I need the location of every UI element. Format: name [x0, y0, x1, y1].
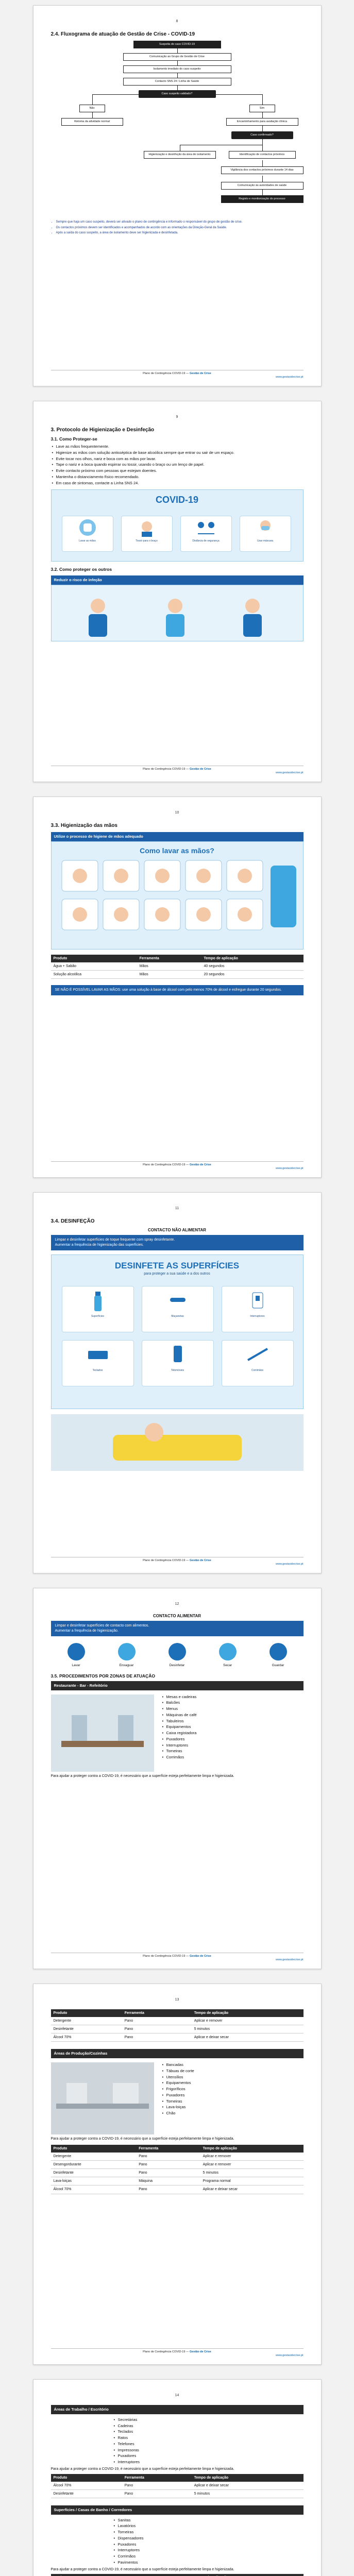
table-header: Produto: [51, 2009, 122, 2017]
kitchen-photo-icon: [51, 2062, 154, 2134]
poster-tile: Superfícies: [62, 1286, 134, 1332]
blue-bar: Utilize o processo de higiene de mãos adequado: [51, 832, 304, 841]
sub-title: 3.5. PROCEDIMENTOS POR ZONAS DE ATUAÇÃO: [50, 1673, 155, 1679]
flowchart: [51, 41, 304, 216]
poster-tile: Lavar as mãos: [62, 516, 113, 552]
zone-list: [161, 1694, 304, 1772]
zone-bar: Superfícies / Casas de Banho / Corredores: [51, 2505, 304, 2515]
page-number: 14: [175, 2394, 179, 2397]
restaurant-photo: [51, 1694, 154, 1772]
table-row: Desinfetante Pano 5 minutos: [51, 2025, 304, 2033]
zone-content: [51, 2062, 304, 2134]
flow-box: Comunicação às autoridades de saúde: [221, 182, 304, 190]
list-item: • Torneiras: [161, 2099, 304, 2104]
distance-icon: [196, 517, 216, 538]
list-item: • Dispensadores: [113, 2536, 304, 2541]
footer-site-link[interactable]: www.gestaodecrise.pt: [276, 2354, 304, 2358]
flow-decision: Caso confirmado?: [231, 131, 293, 139]
door-handle-icon: [165, 1287, 191, 1313]
zone-list: [113, 2518, 304, 2565]
note: Para ajudar a proteger contra a COVID-19, é necessário que a superfície esteja perfeitamente limpa e higienizada.: [50, 2137, 234, 2141]
list-item: • Teclados: [113, 2429, 304, 2434]
flow-box-start: Suspeita de caso COVID-19: [133, 41, 221, 48]
keyboard-icon: [85, 1342, 111, 1367]
covid-poster: [51, 489, 304, 562]
list-item: • Tabuleiros: [161, 1719, 304, 1724]
store-icon: [268, 1641, 289, 1662]
zone-list: [113, 2417, 304, 2465]
table-header: Ferramenta: [137, 955, 201, 962]
rinse-icon: [116, 1641, 137, 1662]
list-item: • Tape o nariz e a boca quando espirrar ou tossir, usando o braço ou um lenço de papel.: [51, 462, 304, 467]
list-item: • Caixa registadora: [161, 1731, 304, 1736]
list-item: • Interruptores: [161, 1743, 304, 1748]
flow-box: Identificação de contactos próximos: [229, 151, 296, 159]
footer-site-link[interactable]: www.gestaodecrise.pt: [276, 376, 304, 379]
center-caption: CONTACTO NÃO ALIMENTAR: [147, 1228, 207, 1233]
step-item: Guardar: [258, 1641, 299, 1668]
phone-icon: [165, 1342, 191, 1367]
flow-box: Comunicação ao Grupo de Gestão de Crise: [123, 53, 231, 61]
handwash-steps-icon: [52, 855, 304, 943]
poster-tile: Usar máscara: [240, 516, 291, 552]
page-footer: Plano de Contingência COVID-19 — Gestão de Crise www.gestaodecrise.pt: [51, 1161, 304, 1171]
note: Para ajudar a proteger contra a COVID-19, é necessário que a superfície esteja perfeitamente limpa e higienizada.: [50, 1774, 234, 1778]
page-10: [33, 796, 322, 1178]
cleaning-photo-icon: [51, 1414, 304, 1471]
flow-box: Vigilância dos contactos próximos durante 14 dias: [221, 166, 304, 174]
poster-tile: Tossir para o braço: [121, 516, 173, 552]
page-number: 13: [175, 1998, 179, 2002]
poster-tile: Distância de segurança: [180, 516, 232, 552]
list-item: • Mantenha o distanciamento físico recomendado.: [51, 474, 304, 480]
flow-note: • Após a saída do caso suspeito, a área de isolamento deve ser higienizada e desinfetada.: [56, 231, 304, 235]
table-row: Álcool 70% Pano Aplicar e deixar secar: [51, 2033, 304, 2042]
list-item: • Em caso de sintomas, contacte a Linha SNS 24.: [51, 481, 304, 486]
poster-tile: Teclados: [62, 1340, 134, 1386]
list-item: • Puxadores: [113, 2453, 304, 2459]
list-item: • Puxadores: [161, 2093, 304, 2098]
footer-site-link[interactable]: www.gestaodecrise.pt: [276, 771, 304, 775]
page-9: [33, 401, 322, 782]
table-header: Ferramenta: [136, 2145, 200, 2153]
list-item: • Interruptores: [113, 2460, 304, 2465]
list-item: • Tábuas de corte: [161, 2069, 304, 2074]
list-item: • Lave as mãos frequentemente.: [51, 444, 304, 449]
list-item: • Puxadores: [113, 2542, 304, 2547]
flow-box: Retoma da atividade normal: [61, 118, 123, 126]
list-item: • Torneiras: [161, 1749, 304, 1754]
mask-icon: [255, 517, 276, 538]
table-header: Ferramenta: [122, 2474, 192, 2482]
instruction-box: Limpar e desinfetar superfícies de toque frequente com spray desinfetante. Aumentar a frequência de higienização das superfícies.: [51, 1235, 304, 1250]
page-footer: Plano de Contingência COVID-19 — Gestão de Crise www.gestaodecrise.pt: [51, 766, 304, 775]
page-12: [33, 1588, 322, 1969]
step-item: Lavar: [56, 1641, 97, 1668]
poster-title: COVID-19: [155, 495, 199, 505]
flow-note: • Sempre que haja um caso suspeito, deverá ser ativado o plano de contingência e informado o responsável do grupo de gestão de crise.: [56, 220, 304, 225]
page-14: [33, 2379, 322, 2576]
handrail-icon: [245, 1342, 271, 1367]
step-item: Secar: [207, 1641, 248, 1668]
section-title: 2.4. Fluxograma de atuação de Gestão de Crise - COVID-19: [50, 31, 195, 38]
protection-list: [51, 444, 304, 485]
list-item: • Corrimãos: [113, 2554, 304, 2559]
list-item: • Interruptores: [113, 2548, 304, 2553]
footer-site-link[interactable]: www.gestaodecrise.pt: [276, 1563, 304, 1566]
page-13: [33, 1984, 322, 2365]
list-item: • Frigoríficos: [161, 2087, 304, 2092]
sub-title: 3.2. Como proteger os outros: [50, 567, 112, 572]
list-item: • Sanitas: [113, 2518, 304, 2523]
table-row: Álcool 70% Pano Aplicar e deixar secar: [51, 2185, 304, 2194]
people-illustration-icon: [52, 585, 304, 641]
list-item: • Mesas e cadeiras: [161, 1694, 304, 1700]
list-item: • Evite tocar nos olhos, nariz e boca com as mãos por lavar.: [51, 456, 304, 462]
page-number: 11: [175, 1207, 179, 1210]
list-item: • Higienize as mãos com solução antisséptica de base alcoólica sempre que entrar ou sair de um espaço.: [51, 450, 304, 455]
table-header: Tempo de aplicação: [200, 2145, 304, 2153]
flow-yes: Sim: [249, 105, 275, 112]
list-item: • Balcões: [161, 1700, 304, 1705]
page-footer: Plano de Contingência COVID-19 — Gestão de Crise www.gestaodecrise.pt: [51, 1953, 304, 1962]
center-caption: CONTACTO ALIMENTAR: [153, 1614, 201, 1619]
list-item: • Máquinas de café: [161, 1713, 304, 1718]
list-item: • Puxadores: [161, 1737, 304, 1742]
list-item: • Menus: [161, 1706, 304, 1711]
hygiene-illustration: [51, 585, 304, 641]
list-item: • Corrimãos: [161, 1755, 304, 1760]
table-row: Desinfetante Pano 5 minutos: [51, 2489, 304, 2498]
flow-box: Encaminhamento para avaliação clínica: [226, 118, 298, 126]
disinfect-poster: [51, 1255, 304, 1409]
poster-tile: Maçanetas: [142, 1286, 214, 1332]
flow-box: Higienização e desinfeção da área de isolamento: [144, 151, 216, 159]
page-number: 12: [175, 1602, 179, 1606]
list-item: • Torneiras: [113, 2530, 304, 2535]
zone-list: [161, 2062, 304, 2134]
zone-bar: Áreas de Produção/Cozinhas: [51, 2049, 304, 2058]
note: Para ajudar a proteger contra a COVID-19, é necessário que a superfície esteja perfeitamente limpa e higienizada.: [50, 2467, 234, 2471]
blue-bar: Reduzir o risco de infeção: [51, 575, 304, 585]
section-title: 3. Protocolo de Higienização e Desinfeção: [50, 427, 155, 433]
table-header: Ferramenta: [122, 2009, 192, 2017]
table-row: Solução alcoólica Mãos 20 segundos: [51, 971, 304, 979]
page-number: 9: [176, 415, 178, 419]
table-row: Detergente Pano Aplicar e remover: [51, 2153, 304, 2161]
table-header: Tempo de aplicação: [192, 2009, 304, 2017]
section-title: 3.4. DESINFEÇÃO: [50, 1218, 95, 1225]
sub-title: 3.1. Como Proteger-se: [50, 436, 97, 442]
zone-bar: Restaurante - Bar - Refeitório: [51, 1681, 304, 1690]
list-item: • Pavimentos: [113, 2560, 304, 2565]
table-header: Tempo de aplicação: [201, 955, 303, 962]
list-item: • Utensílios: [161, 2075, 304, 2080]
footer-site-link[interactable]: www.gestaodecrise.pt: [276, 1958, 304, 1962]
footer-site-link[interactable]: www.gestaodecrise.pt: [276, 1167, 304, 1171]
list-item: • Equipamentos: [161, 1724, 304, 1730]
table-row: Detergente Pano Aplicar e remover: [51, 2017, 304, 2025]
table-header: Produto: [51, 2145, 137, 2153]
page-number: 10: [175, 811, 179, 815]
page-footer: Plano de Contingência COVID-19 — Gestão de Crise www.gestaodecrise.pt: [51, 2348, 304, 2358]
poster-title: Como lavar as mãos?: [140, 846, 214, 855]
page-8: [33, 5, 322, 386]
list-item: • Telefones: [113, 2442, 304, 2447]
list-item: • Secretárias: [113, 2417, 304, 2422]
list-item: • Cadeiras: [113, 2424, 304, 2429]
poster-tile: Telemóveis: [142, 1340, 214, 1386]
bathroom-table: [51, 2574, 304, 2576]
hands-icon: [77, 517, 98, 538]
flow-notes: [51, 220, 304, 235]
poster-tile: Corrimãos: [222, 1340, 294, 1386]
list-item: • Equipamentos: [161, 2080, 304, 2086]
page-footer: Plano de Contingência COVID-19 — Gestão de Crise www.gestaodecrise.pt: [51, 1557, 304, 1567]
flow-no: Não: [79, 105, 105, 112]
cleaning-photo: [51, 1414, 304, 1471]
table-header: Produto: [51, 2474, 122, 2482]
disinfect-icon: [167, 1641, 188, 1662]
page-number: 8: [176, 20, 178, 23]
list-item: • Lavatórios: [113, 2523, 304, 2529]
list-item: • Bancadas: [161, 2062, 304, 2067]
table-row: Água + Sabão Mãos 40 segundos: [51, 962, 304, 971]
poster-tile: Interruptores: [222, 1286, 294, 1332]
dry-icon: [217, 1641, 238, 1662]
table-header: Produto: [51, 955, 137, 962]
table-header: [192, 2574, 304, 2576]
list-item: • Chão: [161, 2111, 304, 2116]
table-header: [51, 2574, 122, 2576]
poster-title: DESINFETE AS SUPERFÍCIES: [114, 1261, 240, 1271]
flow-note: • Os contactos próximos devem ser identificados e acompanhados de acordo com as orientações da Direção-Geral da Saúde.: [56, 226, 304, 230]
poster-subtitle: para proteger a sua saúde e a dos outros: [144, 1272, 210, 1276]
table-header: Tempo de aplicação: [192, 2474, 304, 2482]
list-item: • Impressoras: [113, 2448, 304, 2453]
note: Para ajudar a proteger contra a COVID-19, é necessário que a superfície esteja perfeitamente limpa e higienizada.: [50, 2567, 234, 2571]
flow-decision: Caso suspeito validado?: [139, 90, 216, 98]
food-contact-steps: [51, 1641, 304, 1668]
step-item: Desinfetar: [157, 1641, 198, 1668]
table-row: Lava-loiças Máquina Programa normal: [51, 2177, 304, 2185]
cough-icon: [137, 517, 157, 538]
kitchen-photo: [51, 2062, 154, 2134]
zone-bar: Áreas de Trabalho / Escritório: [51, 2405, 304, 2414]
table-row: Desinfetante Pano 5 minutos: [51, 2169, 304, 2177]
table-row: Desengordurante Pano Aplicar e remover: [51, 2161, 304, 2169]
hand-hygiene-table: [51, 955, 304, 979]
wash-icon: [66, 1641, 87, 1662]
restaurant-table: [51, 2009, 304, 2042]
flow-box: Isolamento imediato do caso suspeito: [123, 65, 231, 73]
handwash-poster: [51, 841, 304, 950]
zone-content: [51, 1694, 304, 1772]
list-item: • Lava-loiças: [161, 2105, 304, 2110]
flow-box-end: Registo e monitorização do processo: [221, 195, 304, 203]
office-table: [51, 2474, 304, 2498]
step-item: Enxaguar: [106, 1641, 147, 1668]
list-item: • Ratos: [113, 2435, 304, 2441]
no-water-note: SE NÃO É POSSÍVEL LAVAR AS MÃOS: use uma solução à base de álcool com pelo menos 70% de álcool e esfregue durante 20 segundos.: [51, 985, 304, 995]
spray-icon: [85, 1287, 111, 1313]
section-title: 3.3. Higienização das mãos: [50, 823, 117, 829]
flow-box: Contacto SNS 24 / Linha de Saúde: [123, 78, 231, 86]
page-footer: Plano de Contingência COVID-19 — Gestão de Crise www.gestaodecrise.pt: [51, 370, 304, 380]
switch-icon: [245, 1287, 271, 1313]
kitchen-table: [51, 2145, 304, 2194]
table-header: [122, 2574, 192, 2576]
instruction-box: Limpar e desinfetar superfícies de contacto com alimentos. Aumentar a frequência de higienização.: [51, 1621, 304, 1636]
list-item: • Evite contacto próximo com pessoas que estejam doentes.: [51, 468, 304, 473]
table-row: Álcool 70% Pano Aplicar e deixar secar: [51, 2482, 304, 2490]
restaurant-photo-icon: [51, 1694, 154, 1772]
page-11: [33, 1192, 322, 1573]
